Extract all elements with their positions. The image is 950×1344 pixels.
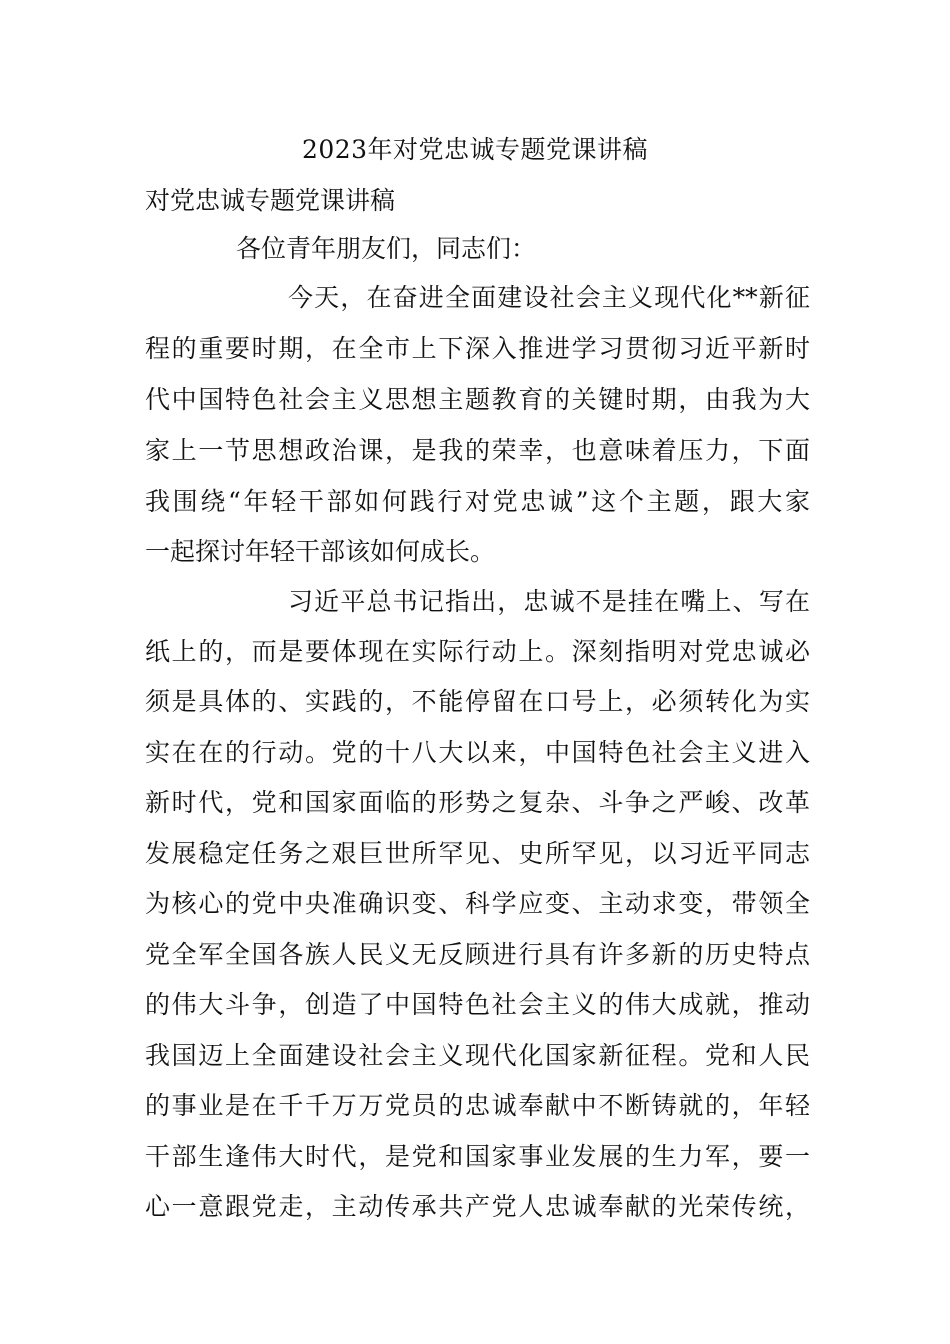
paragraph-line: 为核心的党中央准确识变、科学应变、主动求变，带领全 xyxy=(145,889,810,918)
paragraph-line: 一起探讨年轻干部该如何成长。 xyxy=(145,537,496,566)
paragraph-line: 习近平总书记指出，忠诚不是挂在嘴上、写在 xyxy=(288,587,810,616)
paragraph-line: 实在在的行动。党的十八大以来，中国特色社会主义进入 xyxy=(145,738,810,767)
paragraph-line: 家上一节思想政治课，是我的荣幸，也意味着压力，下面 xyxy=(145,436,810,465)
paragraph-line: 干部生逢伟大时代，是党和国家事业发展的生力军，要一 xyxy=(145,1142,810,1171)
paragraph-line: 须是具体的、实践的，不能停留在口号上，必须转化为实 xyxy=(145,687,810,716)
paragraph-line: 发展稳定任务之艰巨世所罕见、史所罕见，以习近平同志 xyxy=(145,839,810,868)
document-title: 2023年对党忠诚专题党课讲稿 xyxy=(301,135,649,164)
paragraph-line: 的事业是在千千万万党员的忠诚奉献中不断铸就的，年轻 xyxy=(145,1091,810,1120)
paragraph-line: 心一意跟党走，主动传承共产党人忠诚奉献的光荣传统， xyxy=(145,1192,810,1221)
document-subtitle: 对党忠诚专题党课讲稿 xyxy=(145,186,396,215)
paragraph-line: 纸上的，而是要体现在实际行动上。深刻指明对党忠诚必 xyxy=(145,637,810,666)
paragraph-line: 程的重要时期，在全市上下深入推进学习贯彻习近平新时 xyxy=(145,334,810,363)
paragraph-line: 新时代，党和国家面临的形势之复杂、斗争之严峻、改革 xyxy=(145,788,810,817)
paragraph-line: 党全军全国各族人民义无反顾进行具有许多新的历史特点 xyxy=(145,940,810,969)
paragraph-line: 我围绕“年轻干部如何践行对党忠诚”这个主题，跟大家 xyxy=(145,487,810,516)
paragraph-line: 今天，在奋进全面建设社会主义现代化**新征 xyxy=(288,283,810,312)
paragraph-line: 的伟大斗争，创造了中国特色社会主义的伟大成就，推动 xyxy=(145,990,810,1019)
paragraph-line: 代中国特色社会主义思想主题教育的关键时期，由我为大 xyxy=(145,385,810,414)
paragraph-line: 我国迈上全面建设社会主义现代化国家新征程。党和人民 xyxy=(145,1041,810,1070)
greeting: 各位青年朋友们，同志们： xyxy=(236,234,537,263)
